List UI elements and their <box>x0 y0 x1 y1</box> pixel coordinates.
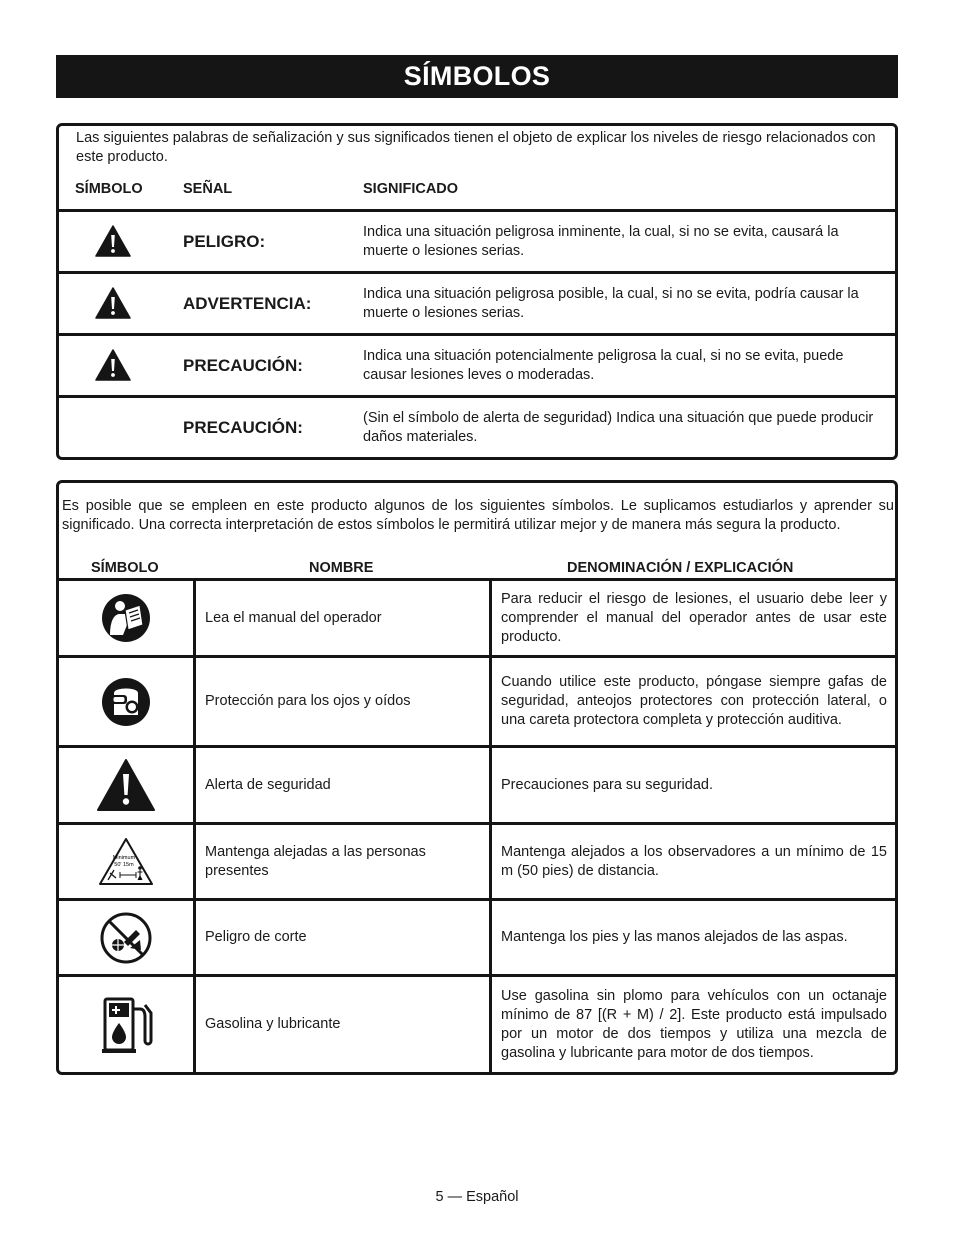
symbol-name: Lea el manual del operador <box>205 609 382 626</box>
signal-label: PRECAUCIÓN: <box>183 418 303 437</box>
icon-text-minimum: Minimum <box>112 854 136 861</box>
symbols-intro: Es posible que se empleen en este producto algunos de los siguientes símbolos. Le suplicamos estudiarlos y aprender su significado. Una correcta interpretación de estos símbolos le permitirá utilizar mejor y de manera más segura la producto. <box>62 498 894 533</box>
symbol-explanation: Mantenga alejados a los observadores a un mínimo de 15 m (50 pies) de distancia. <box>501 843 887 879</box>
warning-triangle-icon <box>95 349 131 381</box>
header-explanation: DENOMINACIÓN / EXPLICACIÓN <box>567 560 794 576</box>
read-manual-icon <box>101 593 151 643</box>
header-name: NOMBRE <box>309 560 374 576</box>
signal-words-intro: Las siguientes palabras de señalización y sus significados tienen el objeto de explicar los niveles de riesgo relacionados con este producto. <box>76 130 876 165</box>
signal-row-peligro <box>59 209 895 271</box>
warning-triangle-icon <box>95 225 131 257</box>
signal-meaning: Indica una situación peligrosa inminente, la cual, si no se evita, causará la muerte o lesiones serias. <box>363 224 839 259</box>
symbol-row-eye-ear-protection <box>59 655 895 745</box>
signal-label: PELIGRO: <box>183 232 266 251</box>
fuel-pump-icon <box>98 995 154 1055</box>
symbol-name: Alerta de seguridad <box>205 776 331 793</box>
header-meaning: SIGNIFICADO <box>363 181 459 197</box>
symbol-row-keep-bystanders-away <box>59 822 895 898</box>
symbol-name: Peligro de corte <box>205 929 307 945</box>
signal-label: PRECAUCIÓN: <box>183 356 303 375</box>
symbol-explanation: Cuando utilice este producto, póngase siempre gafas de seguridad, anteojos protectores con protección lateral, o una careta protectora completa y protección auditiva. <box>501 674 887 728</box>
signal-label: ADVERTENCIA: <box>183 294 312 313</box>
cut-hazard-icon <box>100 912 152 964</box>
page-title: SÍMBOLOS <box>56 55 898 98</box>
symbol-explanation: Precauciones para su seguridad. <box>501 776 713 793</box>
signal-words-panel <box>56 123 898 460</box>
keep-bystanders-away-icon <box>98 837 154 887</box>
signal-meaning: Indica una situación potencialmente peligrosa la cual, si no se evita, puede causar lesiones leves o moderadas. <box>363 348 844 383</box>
symbols-panel <box>56 480 898 1075</box>
signal-row-advertencia <box>59 271 895 333</box>
symbol-name: Protección para los ojos y oídos <box>205 693 411 709</box>
signal-row-precaucion-no-symbol <box>59 395 895 457</box>
eye-ear-protection-icon <box>101 677 151 727</box>
header-signal: SEÑAL <box>183 181 233 197</box>
signal-row-precaucion <box>59 333 895 395</box>
symbol-row-cut-hazard <box>59 898 895 974</box>
icon-text-distance: 50' 15m <box>114 861 134 868</box>
symbol-name: Mantenga alejadas a las personas presentes <box>205 843 426 879</box>
symbol-explanation: Use gasolina sin plomo para vehículos con un octanaje mínimo de 87 [(R + M) / 2]. Este producto está impulsado por un motor de dos tiempos y utiliza una mezcla de gasolina y lubricante para motor de dos tiempos. <box>501 987 887 1061</box>
safety-alert-icon <box>96 758 156 812</box>
symbol-explanation: Mantenga los pies y las manos alejados de las aspas. <box>501 929 848 945</box>
signal-meaning: Indica una situación peligrosa posible, la cual, si no se evita, podría causar la muerte o lesiones serias. <box>363 286 859 321</box>
symbol-row-read-manual <box>59 578 895 655</box>
symbol-row-safety-alert <box>59 745 895 822</box>
symbol-row-fuel <box>59 974 895 1072</box>
warning-triangle-icon <box>95 287 131 319</box>
signal-meaning: (Sin el símbolo de alerta de seguridad) Indica una situación que puede producir daños materiales. <box>363 410 874 445</box>
symbol-name: Gasolina y lubricante <box>205 1016 341 1032</box>
page-footer: 5 — Español <box>435 1189 519 1205</box>
symbol-explanation: Para reducir el riesgo de lesiones, el usuario debe leer y comprender el manual del operador antes de usar este producto. <box>501 590 887 645</box>
header-symbol: SÍMBOLO <box>91 560 159 576</box>
header-symbol: SÍMBOLO <box>75 181 143 197</box>
